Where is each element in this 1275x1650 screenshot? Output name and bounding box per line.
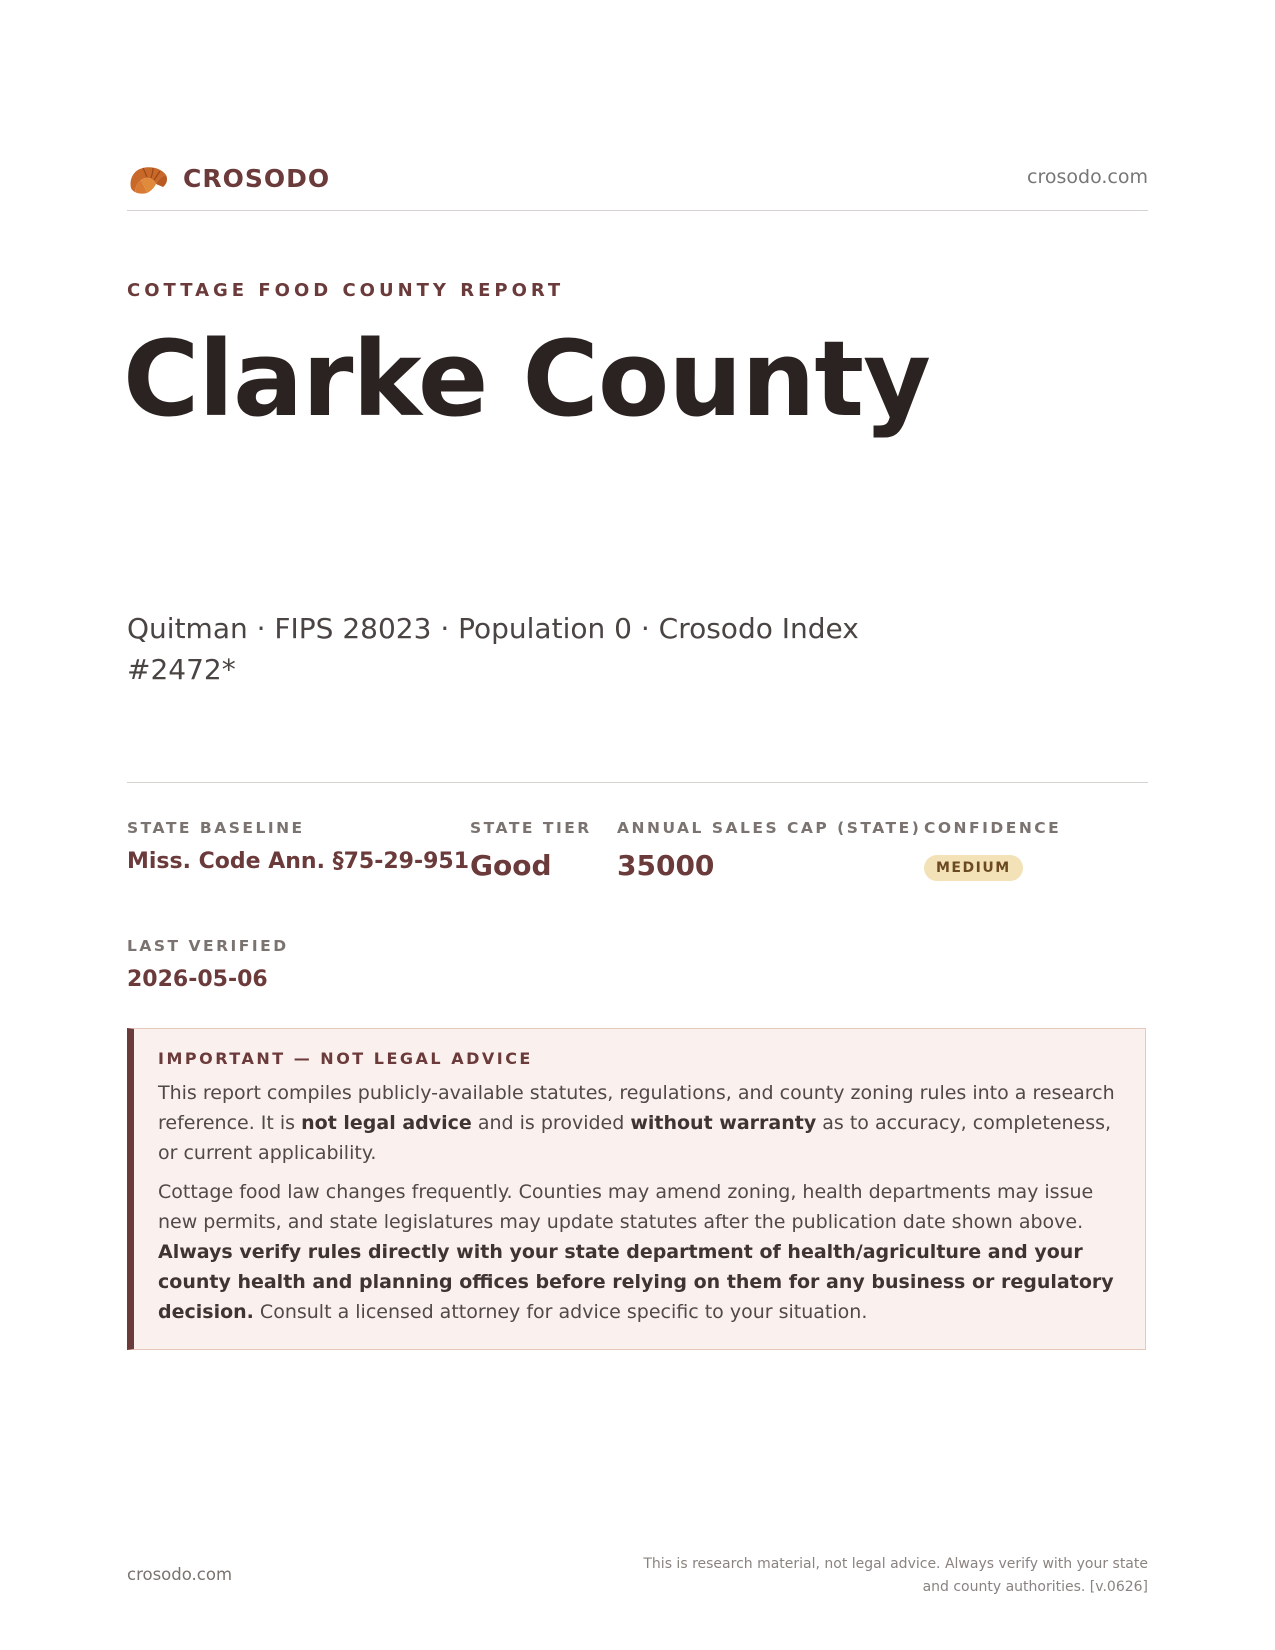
- stat-value: 35000: [617, 849, 715, 882]
- report-kicker: COTTAGE FOOD COUNTY REPORT: [127, 280, 565, 301]
- page-header: [127, 160, 1148, 211]
- stat-label: LAST VERIFIED: [127, 937, 289, 955]
- brand-name: CROSODO: [183, 163, 331, 193]
- brand: [127, 160, 330, 196]
- stat-last-verified: [127, 937, 289, 992]
- notice-paragraph: This report compiles publicly-available statutes, regulations, and county zoning rules into a research reference. It is not legal advice and is provided without warranty as to accuracy, completeness, or current applicability.: [158, 1082, 1115, 1164]
- notice-paragraph: Cottage food law changes frequently. Counties may amend zoning, health departments may issue new permits, and state legislatures may update statutes after the publication date shown above. Always verify rules directly with your state department of health/agriculture and your county health and planning offices before relying on them for any business or regulatory decision. Consult a licensed attorney for advice specific to your situation.: [158, 1181, 1114, 1323]
- stat-label: STATE BASELINE: [127, 819, 305, 837]
- footer-disclaimer: This is research material, not legal advice. Always verify with your state and county authorities. [v.0626]: [643, 1556, 1148, 1595]
- stat-state-tier: [470, 819, 592, 882]
- stat-label: ANNUAL SALES CAP (STATE): [617, 819, 922, 837]
- croissant-icon: [127, 158, 169, 198]
- stat-label: CONFIDENCE: [924, 819, 1062, 837]
- page-title: Clarke County: [123, 318, 930, 440]
- report-subtitle: Quitman · FIPS 28023 · Population 0 · Crosodo Index #2472*: [127, 612, 859, 686]
- stat-confidence: [924, 819, 1061, 881]
- stat-label: STATE TIER: [470, 819, 592, 837]
- divider: [127, 782, 1148, 783]
- stat-sales-cap: [617, 819, 921, 882]
- footer-url[interactable]: crosodo.com: [127, 1565, 233, 1584]
- stat-state-baseline: [127, 819, 469, 874]
- legal-notice: [127, 1028, 1146, 1350]
- notice-title: IMPORTANT — NOT LEGAL ADVICE: [158, 1049, 533, 1068]
- site-url[interactable]: crosodo.com: [1027, 166, 1148, 188]
- stat-value: 2026-05-06: [127, 967, 268, 992]
- stat-value: Good: [470, 849, 552, 882]
- stat-value: Miss. Code Ann. §75-29-951: [127, 849, 470, 874]
- status-badge: MEDIUM: [924, 855, 1023, 881]
- report-page: [123, 0, 1148, 1650]
